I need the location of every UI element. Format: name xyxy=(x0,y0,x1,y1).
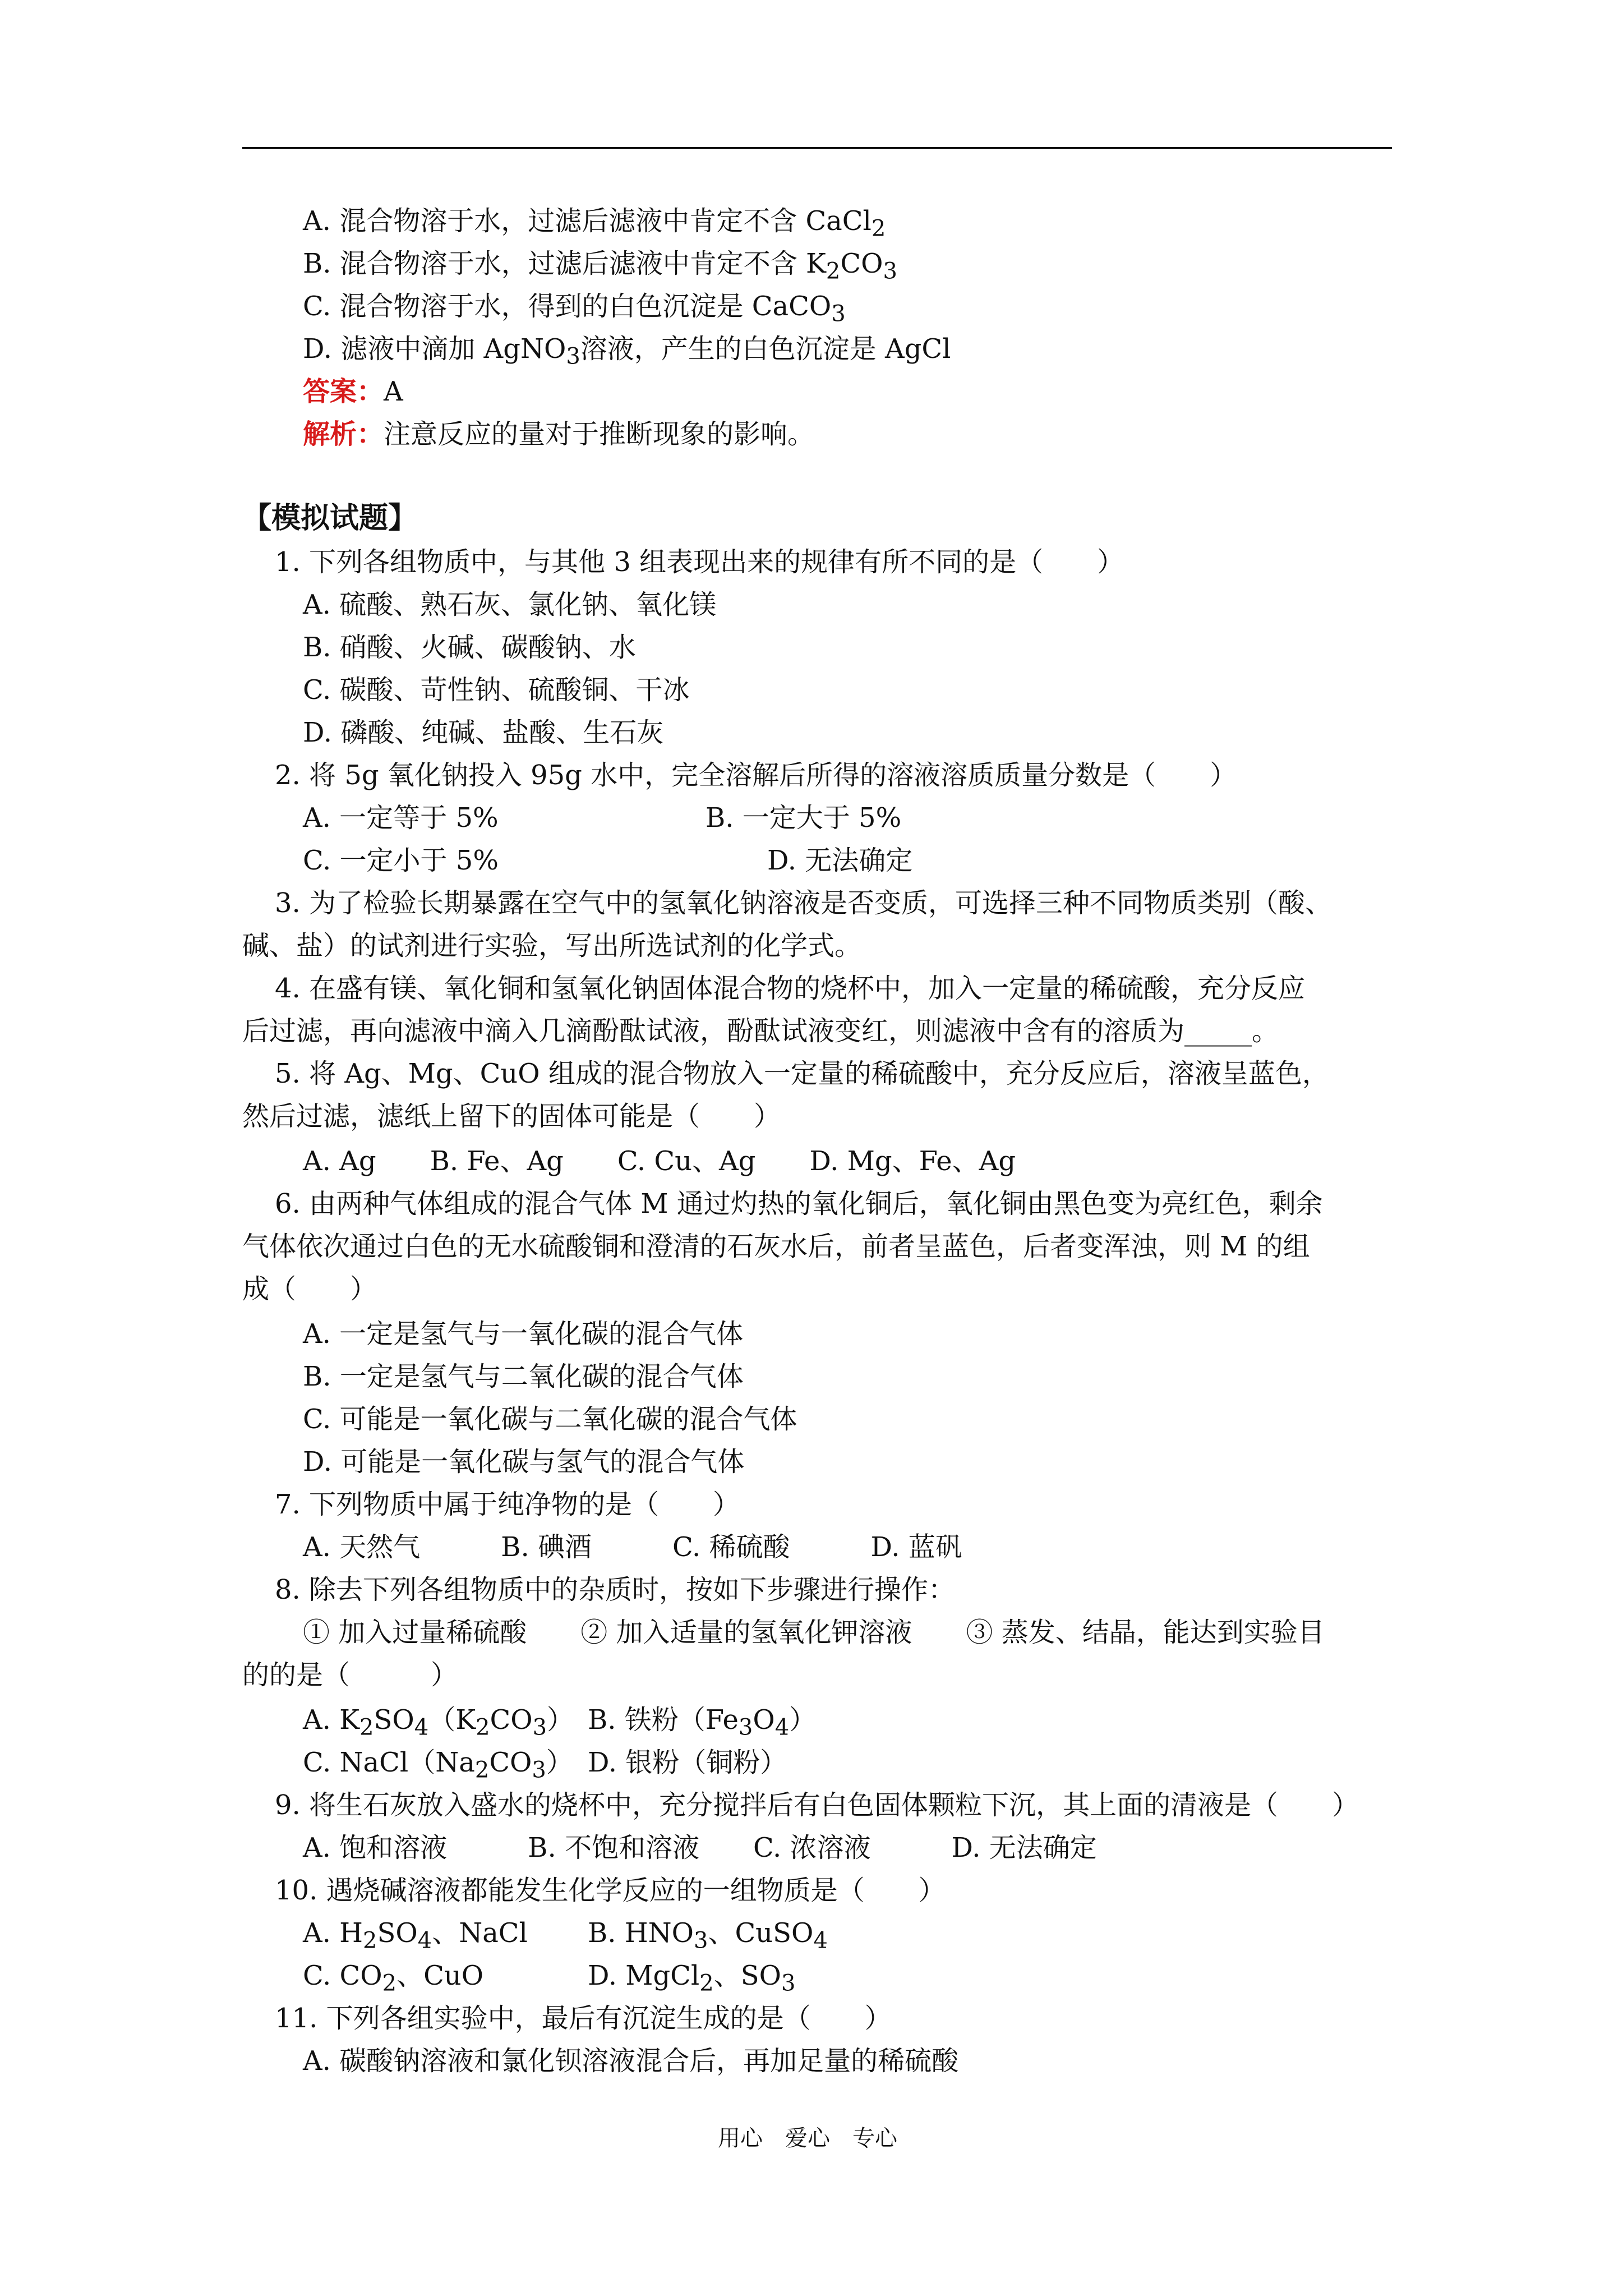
question-10-option-a: A. $H_2SO_4$、NaCl xyxy=(303,1917,528,1954)
question-1-option-a: A. 硫酸、熟石灰、氯化钠、氧化镁 xyxy=(303,589,717,620)
question-8-option-b: B. 铁粉$(Fe_3O_4)$ xyxy=(588,1704,817,1741)
question-10-option-b: B. $HNO_3$、CuSO$_4$ xyxy=(588,1917,828,1954)
question-6-option-a: A. 一定是氢气与一氧化碳的混合气体 xyxy=(303,1318,744,1350)
prev-option-b: B. 混合物溶于水，过滤后滤液中肯定不含 $K_2CO_3$ xyxy=(303,248,897,284)
prev-option-c: C. 混合物溶于水，得到的白色沉淀是 CaCO$_3$ xyxy=(303,291,846,327)
question-6-line-3: 成（ ） xyxy=(242,1273,377,1305)
answer-line xyxy=(303,378,403,405)
question-4-line-1: 4. 在盛有镁、氧化铜和氢氧化钠固体混合物的烧杯中，加入一定量的稀硫酸，充分反应 xyxy=(275,973,1306,1004)
question-6-option-c: C. 可能是一氧化碳与二氧化碳的混合气体 xyxy=(303,1404,797,1435)
question-11-option-a: A. 碳酸钠溶液和氯化钡溶液混合后，再加足量的稀硫酸 xyxy=(303,2045,959,2077)
page-footer: 用心 爱心 专心 xyxy=(718,2125,897,2151)
question-8-option-a: A. $K_2SO_4(K_2CO_3)$ xyxy=(303,1704,574,1741)
question-10-option-c: C. $CO_2$、CuO xyxy=(303,1960,484,1996)
prev-option-d: D. 滤液中滴加 AgNO$_3$溶液，产生的白色沉淀是 AgCl xyxy=(303,333,951,370)
answer-value: A xyxy=(384,376,403,407)
question-8-option-c: C. $NaCl(Na_2CO_3)$ xyxy=(303,1747,573,1783)
question-6-option-b: B. 一定是氢气与二氧化碳的混合气体 xyxy=(303,1361,744,1392)
question-10: 10. 遇烧碱溶液都能发生化学反应的一组物质是（ ） xyxy=(275,1875,946,1906)
question-2-option-a: A. 一定等于 5% xyxy=(303,802,499,834)
question-1: 1. 下列各组物质中，与其他 3 组表现出来的规律有所不同的是（ ） xyxy=(275,546,1124,578)
question-8: 8. 除去下列各组物质中的杂质时，按如下步骤进行操作： xyxy=(275,1574,956,1605)
question-9-options: A. 饱和溶液 B. 不饱和溶液 C. 浓溶液 D. 无法确定 xyxy=(303,1832,1097,1864)
question-3-line-1: 3. 为了检验长期暴露在空气中的氢氧化钠溶液是否变质，可选择三种不同物质类别（酸、 xyxy=(275,887,1332,919)
question-7: 7. 下列物质中属于纯净物的是（ ） xyxy=(275,1489,740,1520)
question-5-options: A. Ag B. Fe、Ag C. Cu、Ag D. Mg、Fe、Ag xyxy=(303,1145,1016,1177)
question-7-options: A. 天然气 B. 碘酒 C. 稀硫酸 D. 蓝矾 xyxy=(303,1531,962,1563)
section-title: 【模拟试题】 xyxy=(242,501,418,535)
question-8-steps: ① 加入过量稀硫酸 ② 加入适量的氢氧化钾溶液 ③ 蒸发、结晶，能达到实验目 xyxy=(303,1617,1325,1648)
analysis-label: 解析： xyxy=(303,418,384,450)
question-8-option-d: D. 银粉（铜粉） xyxy=(588,1747,787,1778)
question-2: 2. 将 5g 氧化钠投入 95g 水中，完全溶解后所得的溶液溶质质量分数是（ ） xyxy=(275,760,1237,791)
question-10-option-d: D. MgCl$_2$、$SO_3$ xyxy=(588,1960,796,1996)
question-2-option-c: C. 一定小于 5% xyxy=(303,845,499,876)
question-1-option-c: C. 碳酸、苛性钠、硫酸铜、干冰 xyxy=(303,674,690,706)
question-5-line-2: 然后过滤，滤纸上留下的固体可能是（ ） xyxy=(242,1101,781,1132)
question-5-line-1: 5. 将 Ag、Mg、CuO 组成的混合物放入一定量的稀硫酸中，充分反应后，溶液呈蓝色， xyxy=(275,1058,1329,1089)
question-8-end: 的的是（ ） xyxy=(242,1659,458,1691)
question-6-line-1: 6. 由两种气体组成的混合气体 M 通过灼热的氧化铜后，氧化铜由黑色变为亮红色，剩余 xyxy=(275,1188,1323,1220)
question-9: 9. 将生石灰放入盛水的烧杯中，充分搅拌后有白色固体颗粒下沉，其上面的清液是（ ） xyxy=(275,1789,1359,1821)
question-3-line-2: 碱、盐）的试剂进行实验，写出所选试剂的化学式。 xyxy=(242,930,862,961)
question-2-option-d: D. 无法确定 xyxy=(767,845,913,876)
answer-label: 答案： xyxy=(303,376,384,407)
question-1-option-d: D. 磷酸、纯碱、盐酸、生石灰 xyxy=(303,717,664,748)
question-2-option-b: B. 一定大于 5% xyxy=(706,802,902,834)
question-1-option-b: B. 硝酸、火碱、碳酸钠、水 xyxy=(303,632,636,663)
question-4-line-2: 后过滤，再向滤液中滴入几滴酚酞试液，酚酞试液变红，则滤液中含有的溶质为_____。 xyxy=(242,1015,1279,1047)
question-6-line-2: 气体依次通过白色的无水硫酸铜和澄清的石灰水后，前者呈蓝色，后者变浑浊，则 M 的组 xyxy=(242,1231,1310,1262)
prev-option-a: A. 混合物溶于水，过滤后滤液中肯定不含 CaCl$_2$ xyxy=(303,205,886,242)
analysis-line: 解析：注意反应的量对于推断现象的影响。 xyxy=(303,418,815,450)
question-11: 11. 下列各组实验中，最后有沉淀生成的是（ ） xyxy=(275,2003,892,2034)
question-6-option-d: D. 可能是一氧化碳与氢气的混合气体 xyxy=(303,1446,745,1478)
header-rule xyxy=(242,147,1392,149)
